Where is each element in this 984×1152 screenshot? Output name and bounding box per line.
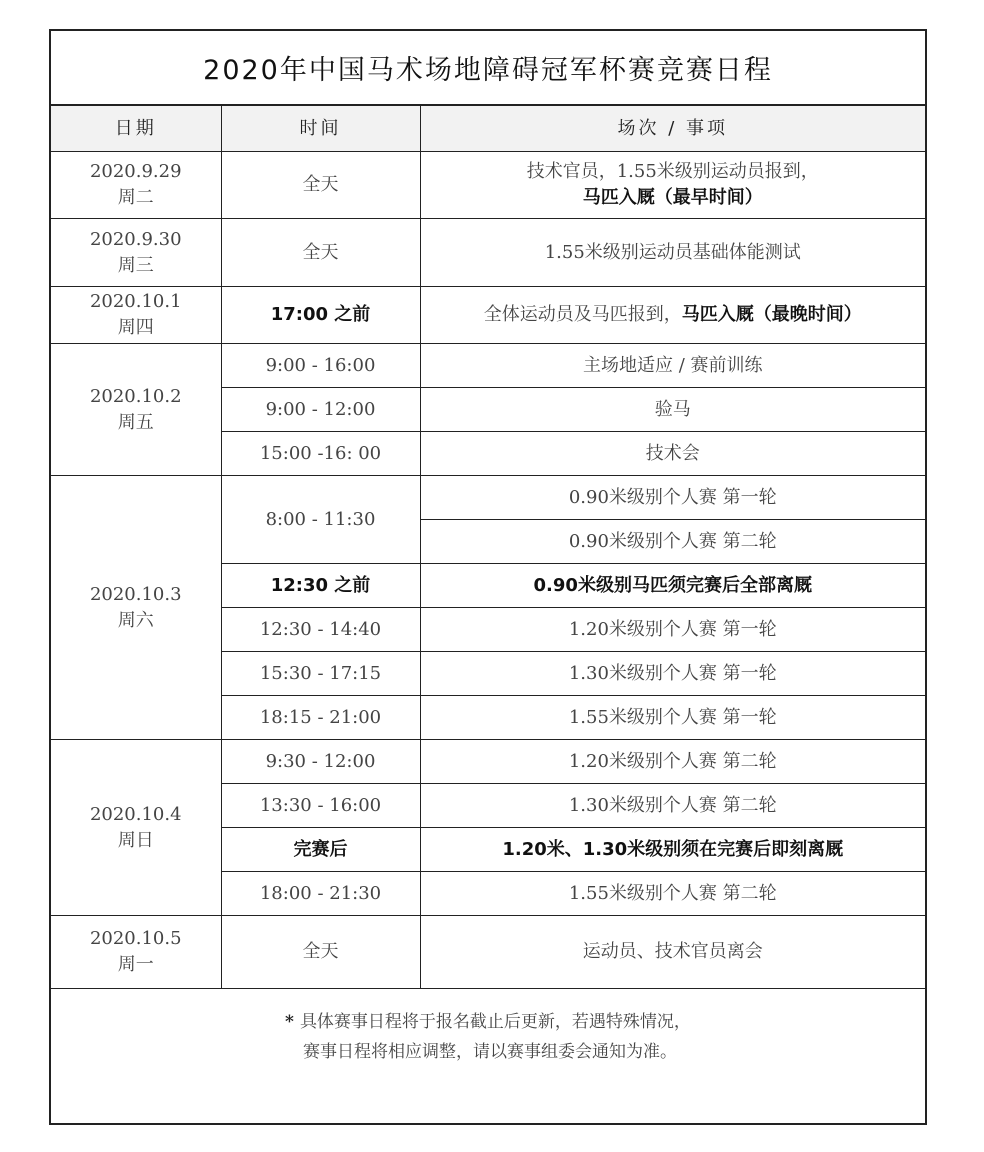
table-row — [51, 152, 925, 219]
event-cell: 0.90米级别马匹须完赛后全部离厩 — [420, 564, 925, 608]
date-cell — [51, 740, 221, 916]
asterisk-icon: * — [285, 1011, 294, 1032]
table-row — [51, 219, 925, 287]
time-cell: 8:00 - 11:30 — [221, 476, 420, 564]
date-cell — [51, 152, 221, 219]
event-text: 全体运动员及马匹报到， — [483, 304, 682, 325]
weekday-text: 周三 — [117, 254, 154, 276]
time-cell: 12:30 之前 — [221, 564, 420, 608]
time-cell: 9:00 - 16:00 — [221, 344, 420, 388]
table-row — [51, 344, 925, 388]
table-row — [51, 287, 925, 344]
note-line-1: 具体赛事日程将于报名截止后更新，若遇特殊情况， — [299, 1011, 691, 1032]
event-cell: 1.55米级别运动员基础体能测试 — [420, 219, 925, 287]
note-cell — [51, 989, 925, 1085]
event-cell: 1.55米级别个人赛 第二轮 — [420, 872, 925, 916]
date-cell — [51, 916, 221, 989]
event-cell: 主场地适应 / 赛前训练 — [420, 344, 925, 388]
table-row — [51, 740, 925, 784]
note-text — [285, 1007, 691, 1067]
date-text: 2020.10.4 — [89, 803, 182, 825]
schedule-sheet — [49, 29, 927, 1125]
event-cell: 1.20米、1.30米级别须在完赛后即刻离厩 — [420, 828, 925, 872]
note-line-2: 赛事日程将相应调整，请以赛事组委会通知为准。 — [303, 1041, 678, 1062]
date-text: 2020.10.3 — [89, 583, 182, 605]
time-cell: 18:15 - 21:00 — [221, 696, 420, 740]
time-cell: 12:30 - 14:40 — [221, 608, 420, 652]
time-cell: 9:30 - 12:00 — [221, 740, 420, 784]
date-text: 2020.9.29 — [89, 161, 182, 182]
date-cell — [51, 287, 221, 344]
date-text: 2020.10.1 — [89, 291, 182, 312]
schedule-table — [51, 106, 925, 1084]
table-row — [51, 916, 925, 989]
date-text: 2020.9.30 — [89, 228, 182, 250]
header-date: 日期 — [51, 106, 221, 152]
event-bold-text: 马匹入厩（最早时间） — [582, 187, 763, 208]
date-cell — [51, 476, 221, 740]
event-cell: 验马 — [420, 388, 925, 432]
date-text: 2020.10.2 — [89, 385, 182, 407]
weekday-text: 周二 — [117, 187, 154, 208]
date-cell — [51, 344, 221, 476]
event-cell: 1.30米级别个人赛 第一轮 — [420, 652, 925, 696]
event-cell: 1.55米级别个人赛 第一轮 — [420, 696, 925, 740]
header-event: 场次 / 事项 — [420, 106, 925, 152]
event-bold-text: 马匹入厩（最晚时间） — [681, 304, 862, 325]
time-cell: 15:30 - 17:15 — [221, 652, 420, 696]
table-header-row — [51, 106, 925, 152]
time-cell: 13:30 - 16:00 — [221, 784, 420, 828]
time-cell: 17:00 之前 — [221, 287, 420, 344]
time-cell: 15:00 -16: 00 — [221, 432, 420, 476]
event-text: 技术官员，1.55米级别运动员报到， — [526, 161, 819, 182]
time-cell: 全天 — [221, 219, 420, 287]
page-title: 2020年中国马术场地障碍冠军杯赛竞赛日程 — [51, 31, 925, 106]
table-row — [51, 476, 925, 520]
weekday-text: 周五 — [117, 411, 154, 433]
event-cell — [420, 287, 925, 344]
time-cell: 全天 — [221, 916, 420, 989]
weekday-text: 周四 — [117, 317, 154, 338]
time-cell: 18:00 - 21:30 — [221, 872, 420, 916]
weekday-text: 周日 — [117, 829, 154, 851]
time-cell: 9:00 - 12:00 — [221, 388, 420, 432]
date-text: 2020.10.5 — [89, 928, 182, 949]
note-row — [51, 989, 925, 1085]
weekday-text: 周六 — [117, 609, 154, 631]
event-cell — [420, 152, 925, 219]
header-time: 时间 — [221, 106, 420, 152]
event-cell: 1.20米级别个人赛 第二轮 — [420, 740, 925, 784]
time-cell: 全天 — [221, 152, 420, 219]
event-cell: 1.20米级别个人赛 第一轮 — [420, 608, 925, 652]
event-cell: 0.90米级别个人赛 第二轮 — [420, 520, 925, 564]
time-cell: 完赛后 — [221, 828, 420, 872]
event-cell: 技术会 — [420, 432, 925, 476]
event-cell: 0.90米级别个人赛 第一轮 — [420, 476, 925, 520]
event-cell: 1.30米级别个人赛 第二轮 — [420, 784, 925, 828]
event-cell: 运动员、技术官员离会 — [420, 916, 925, 989]
date-cell — [51, 219, 221, 287]
weekday-text: 周一 — [117, 954, 154, 975]
